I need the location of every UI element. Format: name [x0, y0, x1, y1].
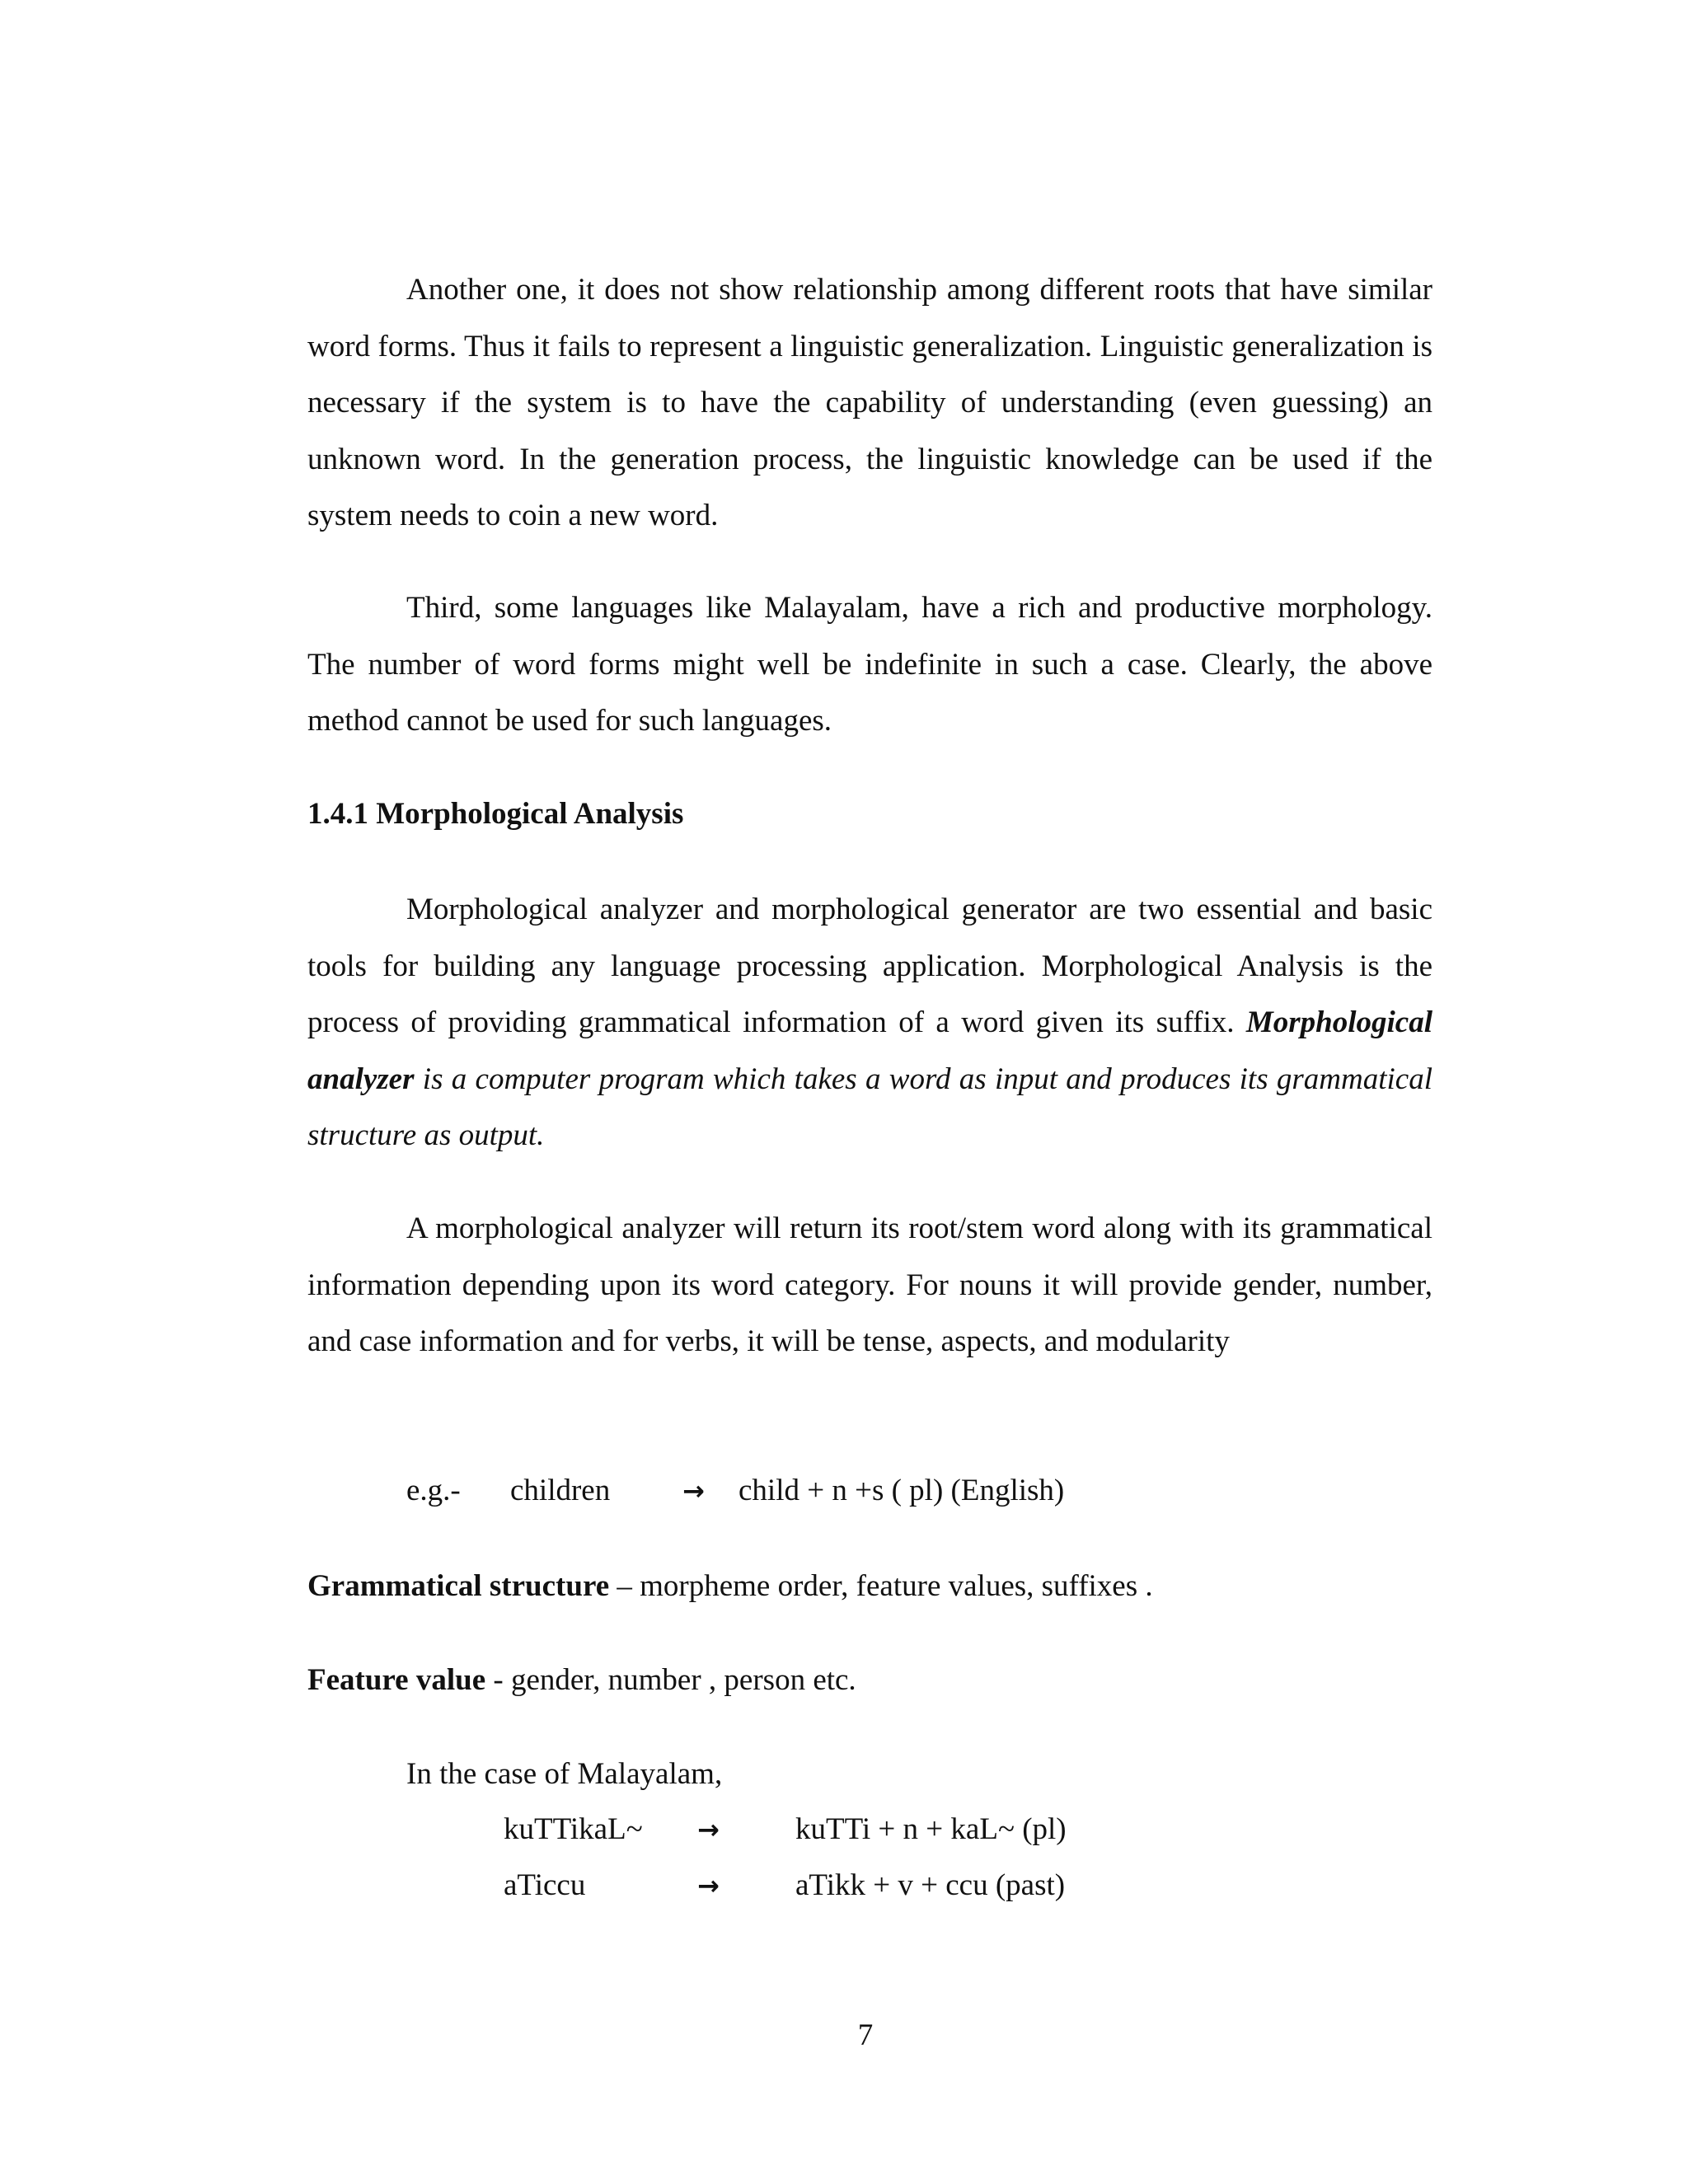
- term-morphological-analyzer: Morphological analyzer: [307, 1005, 1433, 1096]
- arrow-icon: →: [697, 1870, 720, 1901]
- definition-morphological-analyzer: is a computer program which takes a word as input and produces its grammatical structure as output.: [307, 1062, 1432, 1152]
- arrow-icon: →: [697, 1814, 720, 1845]
- malayalam-analysis: aTikk + v + ccu (past): [795, 1868, 1066, 1902]
- paragraph-analyzer-output: A morphological analyzer will return its root/stem word along with its grammatical information depending upon its word category. For nouns it will provide gender, number, and case information and for verbs, it will be tense, aspects, and modularity: [307, 1212, 1432, 1358]
- example-label: e.g.-: [406, 1474, 461, 1507]
- definition-feature-value: [307, 1652, 856, 1708]
- paragraph-root-relationship: Another one, it does not show relationship among different roots that have similar word forms. Thus it fails to represent a linguistic generalization. Linguistic generalization is necessary if the system is to have the capability of understanding (even guessing) an unknown word. In the generation process, the linguistic knowledge can be used if the system needs to coin a new word.: [307, 273, 1432, 532]
- term-feature-value: Feature value: [307, 1663, 486, 1697]
- malayalam-word: kuTTikaL~: [504, 1812, 643, 1846]
- malayalam-intro: In the case of Malayalam,: [406, 1757, 723, 1791]
- malayalam-word: aTiccu: [504, 1868, 586, 1902]
- malayalam-analysis: kuTTi + n + kaL~ (pl): [795, 1812, 1067, 1846]
- example-word: children: [510, 1474, 611, 1507]
- text-feature-value: - gender, number , person etc.: [485, 1663, 856, 1697]
- text-grammatical-structure: – morpheme order, feature values, suffixes .: [609, 1569, 1153, 1603]
- arrow-icon: →: [682, 1475, 705, 1507]
- section-heading: 1.4.1 Morphological Analysis: [307, 797, 684, 831]
- term-grammatical-structure: Grammatical structure: [307, 1569, 610, 1603]
- example-analysis: child + n +s ( pl) (English): [738, 1474, 1065, 1507]
- paragraph-malayalam-morphology: Third, some languages like Malayalam, have a rich and productive morphology. The number of word forms might well be indefinite in such a case. Clearly, the above method cannot be used for such languages.: [307, 591, 1432, 738]
- page-number: 7: [857, 2018, 874, 2052]
- paragraph-morphological-analysis: [307, 882, 1432, 1165]
- definition-grammatical-structure: [307, 1558, 1153, 1615]
- paragraph-text: Morphological analyzer and morphological generator are two essential and basic tools for building any language processing application. Morphological Analysis is the process of providing grammatical information of a word given its suffix.: [307, 893, 1432, 1039]
